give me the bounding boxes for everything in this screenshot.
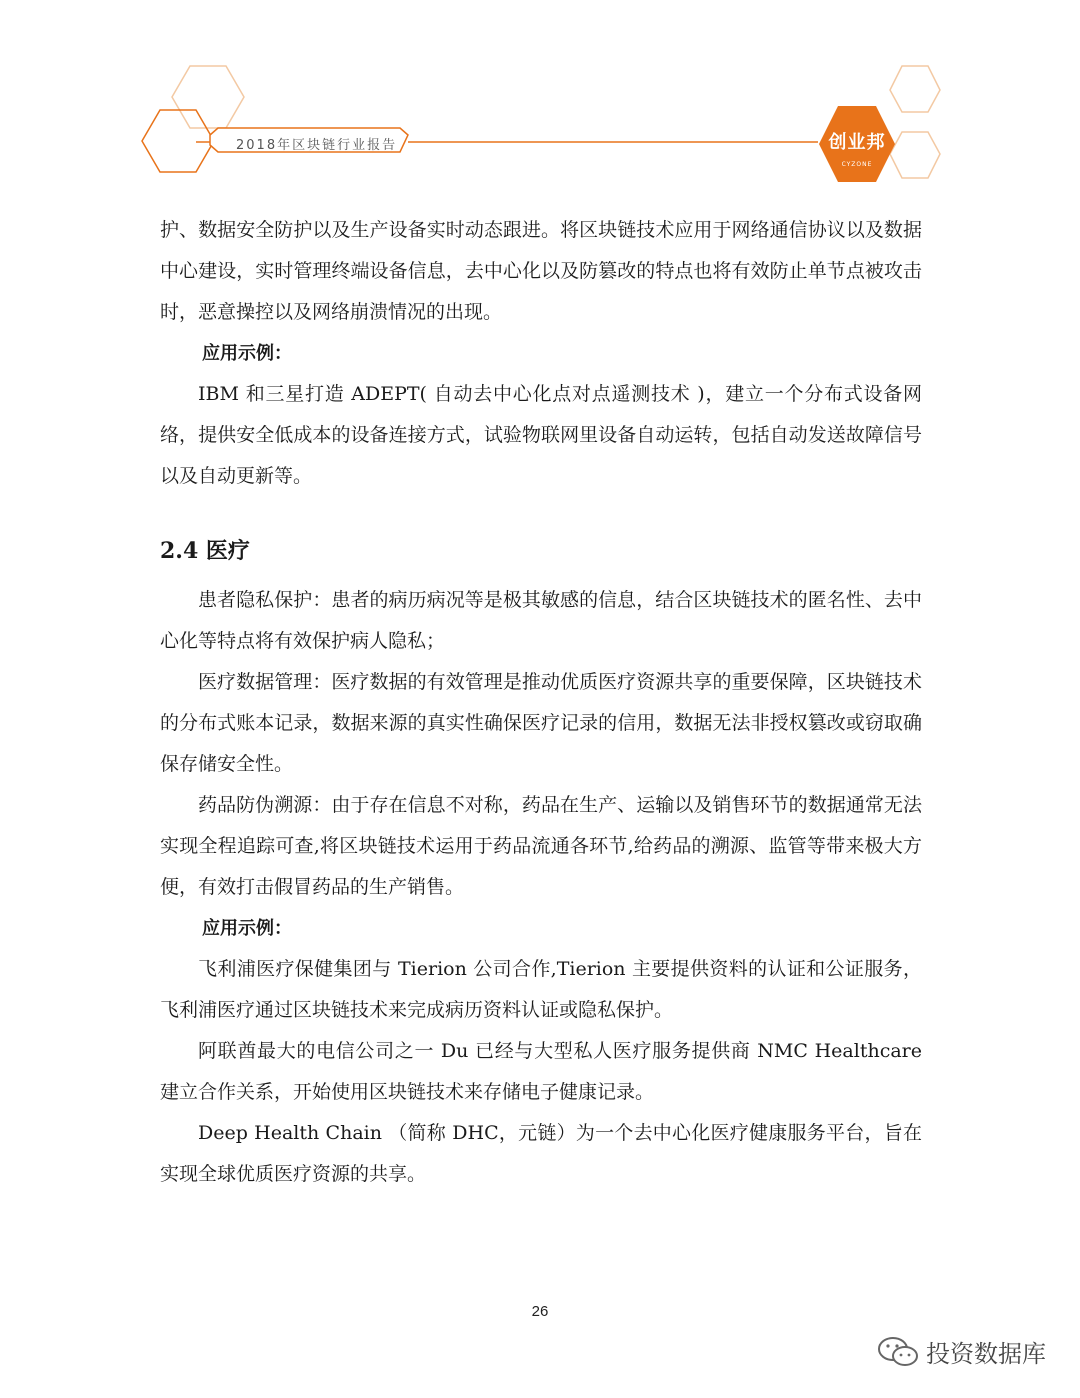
wechat-icon bbox=[876, 1335, 920, 1369]
section-heading: 2.4 医疗 bbox=[160, 538, 250, 564]
paragraph: IBM 和三星打造 ADEPT( 自动去中心化点对点遥测技术 )，建立一个分布式设备网络，提供安全低成本的设备连接方式，试验物联网里设备自动运转，包括自动发送故障信号以及自动更新等。 bbox=[160, 383, 922, 487]
logo-text: 创业邦 bbox=[828, 132, 886, 153]
paragraph: 护、数据安全防护以及生产设备实时动态跟进。将区块链技术应用于网络通信协议以及数据中心建设，实时管理终端设备信息，去中心化以及防篡改的特点也将有效防止单节点被攻击时，恶意操控以及网络崩溃情况的出现。 bbox=[160, 219, 922, 323]
svg-text:CYZONE: CYZONE bbox=[841, 161, 873, 168]
report-header-title: 2018年区块链行业报告 bbox=[236, 138, 398, 153]
section-body bbox=[160, 580, 922, 1195]
page-number: 26 bbox=[531, 1303, 549, 1320]
example-label: 应用示例： bbox=[202, 343, 292, 364]
paragraph: Deep Health Chain （简称 DHC，元链）为一个去中心化医疗健康服务平台，旨在实现全球优质医疗资源的共享。 bbox=[160, 1122, 922, 1185]
paragraph: 药品防伪溯源：由于存在信息不对称，药品在生产、运输以及销售环节的数据通常无法实现全程追踪可查,将区块链技术运用于药品流通各环节,给药品的溯源、监管等带来极大方便，有效打击假冒药品的生产销售。 bbox=[160, 794, 922, 898]
watermark-text: 投资数据库 bbox=[926, 1340, 1046, 1368]
top-text-block bbox=[160, 210, 922, 497]
wechat-watermark bbox=[876, 1334, 1046, 1369]
paragraph: 患者隐私保护：患者的病历病况等是极其敏感的信息，结合区块链技术的匿名性、去中心化等特点将有效保护病人隐私； bbox=[160, 589, 922, 652]
paragraph: 医疗数据管理：医疗数据的有效管理是推动优质医疗资源共享的重要保障，区块链技术的分布式账本记录，数据来源的真实性确保医疗记录的信用，数据无法非授权篡改或窃取确保存储安全性。 bbox=[160, 671, 922, 775]
example-label: 应用示例： bbox=[202, 918, 292, 939]
header-decoration bbox=[0, 0, 1080, 200]
paragraph: 飞利浦医疗保健集团与 Tierion 公司合作,Tierion 主要提供资料的认证和公证服务，飞利浦医疗通过区块链技术来完成病历资料认证或隐私保护。 bbox=[160, 958, 922, 1021]
paragraph: 阿联酋最大的电信公司之一 Du 已经与大型私人医疗服务提供商 NMC Healthcare 建立合作关系，开始使用区块链技术来存储电子健康记录。 bbox=[160, 1040, 922, 1103]
